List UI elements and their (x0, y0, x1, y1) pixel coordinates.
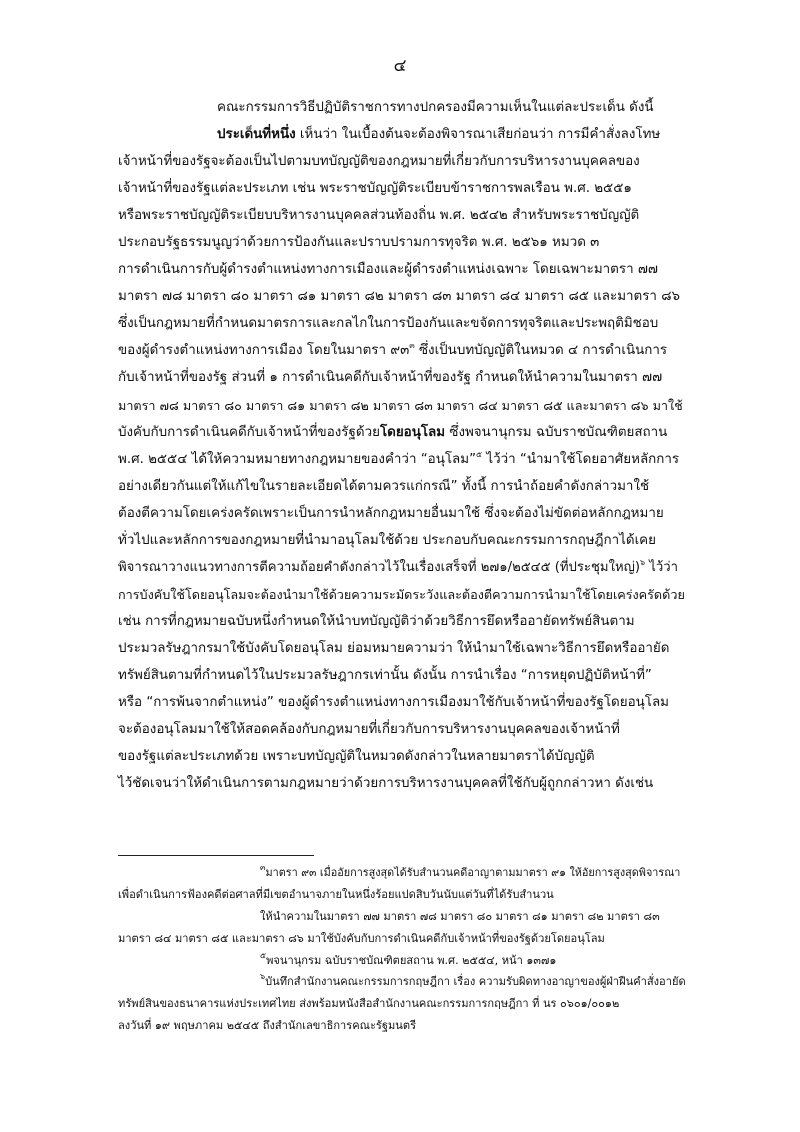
paragraph-line-bold-term (118, 419, 688, 446)
paragraph-line: หรือ “การพ้นจากตำแหน่ง” ของผู้ดำรงตำแหน่งทางการเมืองมาใช้กับเจ้าหน้าที่ของรัฐโดยอนุโลม (118, 695, 669, 711)
paragraph-line: ทั่วไปและหลักการของกฎหมายที่นำมาอนุโลมใช้ด้วย ประกอบกับคณะกรรมการกฤษฎีกาได้เคย (118, 532, 656, 548)
paragraph-line: การดำเนินการกับผู้ดำรงตำแหน่งทางการเมืองและผู้ดำรงตำแหน่งเฉพาะ โดยเฉพาะมาตรา ๗๗ (118, 262, 658, 278)
paragraph-line: ต้องตีความโดยเคร่งครัดเพราะเป็นการนำหลักกฎหมายอื่นมาใช้ ซึ่งจะต้องไม่ขัดต่อหลักกฎหมาย (118, 505, 664, 521)
paragraph-line: มาตรา ๗๘ มาตรา ๘๐ มาตรา ๘๑ มาตรา ๘๒ มาตรา ๘๓ มาตรา ๘๔ มาตรา ๘๕ และมาตรา ๘๖ (118, 289, 681, 305)
bold-term: โดยอนุโลม (379, 424, 446, 440)
line-text: ซึ่งเป็นบทบัญญัติในหมวด ๔ การดำเนินการ (414, 343, 668, 359)
footnote-6-line (118, 971, 688, 993)
footnotes (118, 862, 688, 1037)
line-text: ไว้ว่า (645, 559, 678, 575)
page-number: ๔ (393, 56, 407, 76)
paragraph-line-footnote-5 (118, 446, 688, 473)
paragraph-line: ไว้ชัดเจนว่าให้ดำเนินการตามกฎหมายว่าด้วยการบริหารงานบุคคลที่ใช้กับผู้ถูกกล่าวหา ดังเช่น (118, 776, 654, 792)
body-text (118, 94, 688, 797)
issue-one-heading: ประเด็นที่หนึ่ง (217, 127, 296, 143)
issue-one-line (118, 121, 688, 148)
line-text: พิจารณาวางแนวทางการตีความถ้อยคำดังกล่าวไว้ในเรื่องเสร็จที่ ๒๗๑/๒๕๔๕ (ที่ประชุมใหญ่) (118, 559, 640, 575)
paragraph-line: ทรัพย์สินตามที่กำหนดไว้ในประมวลรัษฎากรเท่านั้น ดังนั้น การนำเรื่อง “การหยุดปฏิบัติหน้าที่” (118, 667, 652, 683)
paragraph-line: การบังคับใช้โดยอนุโลมจะต้องนำมาใช้ด้วยความระมัดระวังและต้องตีความการนำมาใช้โดยเคร่งครัดด้วย (118, 586, 685, 602)
paragraph-line-footnote-3 (118, 337, 688, 364)
footnote-5-line (118, 950, 688, 972)
paragraph-line: อย่างเดียวกันแต่ให้แก้ไขในรายละเอียดได้ตามควรแก่กรณี” ทั้งนี้ การนำถ้อยคำดังกล่าวมาใช้ (118, 478, 650, 494)
footnote-4-line: มาตรา ๘๔ มาตรา ๘๕ และมาตรา ๘๖ มาใช้บังคับกับการดำเนินคดีกับเจ้าหน้าที่ของรัฐด้วยโดยอนุโลม (118, 931, 605, 945)
paragraph-line: ซึ่งเป็นกฎหมายที่กำหนดมาตรการและกลไกในการป้องกันและขจัดการทุจริตและประพฤติมิชอบ (118, 316, 659, 332)
paragraph-line-footnote-6 (118, 554, 688, 581)
footnote-6-line: ลงวันที่ ๑๙ พฤษภาคม ๒๕๔๕ ถึงสำนักเลขาธิการคณะรัฐมนตรี (118, 1019, 417, 1033)
paragraph-line: เจ้าหน้าที่ของรัฐแต่ละประเภท เช่น พระราชบัญญัติระเบียบข้าราชการพลเรือน พ.ศ. ๒๕๕๑ (118, 181, 632, 197)
footnote-divider (118, 855, 314, 856)
paragraph-line: เจ้าหน้าที่ของรัฐจะต้องเป็นไปตามบทบัญญัติของกฎหมายที่เกี่ยวกับการบริหารงานบุคคลของ (118, 154, 640, 170)
footnote-mark-6: ๖ (260, 972, 266, 982)
paragraph-line: เช่น การที่กฎหมายฉบับหนึ่งกำหนดให้นำบทบัญญัติว่าด้วยวิธีการยึดหรืออายัดทรัพย์สินตาม (118, 613, 635, 629)
footnote-3-line: เพื่อดำเนินการฟ้องคดีต่อศาลที่มีเขตอำนาจภายในหนึ่งร้อยแปดสิบวันนับแต่วันที่ได้รับสำนวน (118, 887, 554, 901)
intro-line: คณะกรรมการวิธีปฏิบัติราชการทางปกครองมีความเห็นในแต่ละประเด็น ดังนี้ (217, 100, 654, 115)
footnote-mark-3: ๓ (260, 863, 266, 872)
line-text: พ.ศ. ๒๕๕๔ ได้ให้ความหมายทางกฎหมายของคำว่า “อนุโลม” (118, 451, 477, 467)
paragraph-line: กับเจ้าหน้าที่ของรัฐ ส่วนที่ ๑ การดำเนินคดีกับเจ้าหน้าที่ของรัฐ กำหนดให้นำความในมาตรา ๗๗ (118, 370, 663, 386)
footnote-4-line: ให้นำความในมาตรา ๗๗ มาตรา ๗๘ มาตรา ๘๐ มาตรา ๘๑ มาตรา ๘๒ มาตรา ๘๓ (260, 909, 660, 923)
paragraph-line: จะต้องอนุโลมมาใช้ให้สอดคล้องกับกฎหมายที่เกี่ยวกับการบริหารงานบุคคลของเจ้าหน้าที่ (118, 722, 620, 738)
line-text: ของผู้ดำรงตำแหน่งทางการเมือง โดยในมาตรา ๙๓ (118, 343, 410, 359)
footnote-mark-5: ๕ (260, 950, 267, 960)
footnote-6-line: ทรัพย์สินของธนาคารแห่งประเทศไทย ส่งพร้อมหนังสือสำนักงานคณะกรรมการกฤษฎีกา ที่ นร ๐๖๐๑/๐๐๑๒ (118, 997, 620, 1011)
footnote-text: พจนานุกรม ฉบับราชบัณฑิตยสถาน พ.ศ. ๒๕๕๔, หน้า ๑๓๗๑ (266, 953, 557, 967)
line-text: ไว้ว่า “นำมาใช้โดยอาศัยหลักการ (482, 451, 680, 467)
paragraph-line: ประกอบรัฐธรรมนูญว่าด้วยการป้องกันและปราบปรามการทุจริต พ.ศ. ๒๕๖๑ หมวด ๓ (118, 235, 600, 251)
footnote-ref-3[interactable]: ๓ (409, 341, 415, 351)
footnote-text: มาตรา ๙๓ เมื่ออัยการสูงสุดได้รับสำนวนคดีอาญาตามมาตรา ๙๑ ให้อัยการสูงสุดพิจารณา (265, 866, 681, 879)
line-text: ซึ่งพจนานุกรม ฉบับราชบัณฑิตยสถาน (445, 424, 668, 440)
issue-one-text: เห็นว่า ในเบื้องต้นจะต้องพิจารณาเสียก่อนว่า การมีคำสั่งลงโทษ (295, 127, 661, 143)
footnote-text: บันทึกสำนักงานคณะกรรมการกฤษฎีกา เรื่อง ความรับผิดทางอาญาของผู้ฝ่าฝืนคำสั่งอายัด (265, 975, 686, 989)
footnote-ref-6[interactable]: ๖ (639, 557, 646, 567)
line-text: บังคับกับการดำเนินคดีกับเจ้าหน้าที่ของรัฐด้วย (118, 424, 380, 440)
footnote-ref-5[interactable]: ๕ (476, 449, 483, 459)
footnote-3-line (118, 862, 688, 884)
paragraph-line: ของรัฐแต่ละประเภทด้วย เพราะบทบัญญัติในหมวดดังกล่าวในหลายมาตราได้บัญญัติ (118, 749, 595, 765)
paragraph-line: หรือพระราชบัญญัติระเบียบบริหารงานบุคคลส่วนท้องถิ่น พ.ศ. ๒๕๔๒ สำหรับพระราชบัญญัติ (118, 208, 640, 224)
paragraph-line: ประมวลรัษฎากรมาใช้บังคับโดยอนุโลม ย่อมหมายความว่า ให้นำมาใช้เฉพาะวิธีการยึดหรืออายัด (118, 640, 670, 656)
paragraph-line: มาตรา ๗๘ มาตรา ๘๐ มาตรา ๘๑ มาตรา ๘๒ มาตรา ๘๓ มาตรา ๘๔ มาตรา ๘๕ และมาตรา ๘๖ มาใช้ (118, 397, 683, 413)
